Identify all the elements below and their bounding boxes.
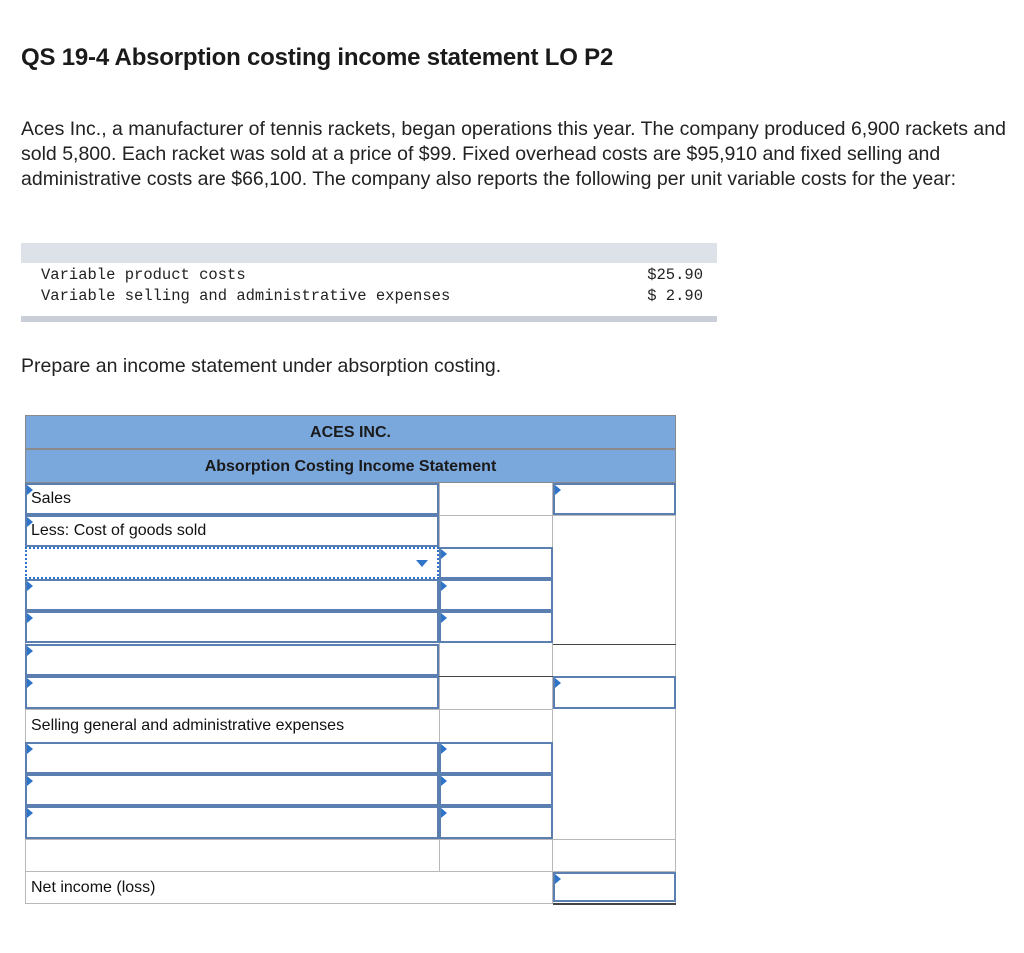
row-label: Variable product costs: [41, 266, 246, 284]
sales-label: Sales: [31, 490, 72, 507]
cogs-item-dropdown-3[interactable]: [25, 611, 439, 643]
cogs-item-dropdown-1[interactable]: [25, 547, 439, 579]
cogs-total-label-field[interactable]: [25, 644, 439, 676]
table-top-band: [21, 243, 717, 263]
sga-label: Selling general and administrative expenses: [31, 717, 345, 734]
cogs-label: Less: Cost of goods sold: [31, 522, 207, 539]
income-statement: [25, 415, 676, 904]
row-value: $25.90: [647, 266, 703, 284]
cogs-amount-input-1[interactable]: [439, 547, 553, 579]
grid-line: [439, 676, 553, 677]
input-marker-icon: [441, 613, 447, 623]
cogs-amount-input-3[interactable]: [439, 611, 553, 643]
input-marker-icon: [27, 613, 33, 623]
sga-amount-input-3[interactable]: [439, 806, 553, 839]
sga-item-dropdown-2[interactable]: [25, 774, 439, 806]
sga-amount-input-1[interactable]: [439, 742, 553, 774]
question-title: QS 19-4 Absorption costing income statement LO P2: [21, 44, 614, 71]
input-marker-icon: [555, 874, 561, 884]
row-label: Variable selling and administrative expenses: [41, 287, 451, 305]
sga-item-dropdown-1[interactable]: [25, 742, 439, 774]
input-marker-icon: [555, 485, 561, 495]
chevron-down-icon: [416, 560, 428, 567]
grid-line: [553, 644, 676, 645]
input-marker-icon: [441, 808, 447, 818]
input-marker-icon: [27, 517, 33, 527]
input-marker-icon: [27, 485, 33, 495]
input-marker-icon: [27, 678, 33, 688]
grid-line: [25, 839, 676, 840]
input-marker-icon: [441, 744, 447, 754]
sga-amount-input-2[interactable]: [439, 774, 553, 806]
statement-title: Absorption Costing Income Statement: [25, 449, 676, 483]
sales-amount-input[interactable]: [553, 483, 676, 515]
input-marker-icon: [441, 776, 447, 786]
input-marker-icon: [27, 646, 33, 656]
question-intro: Aces Inc., a manufacturer of tennis rackets, began operations this year. The company produced 6,900 rackets and sold 5,800. Each racket was sold at a price of $99. Fixed overhead costs are $95,910 and fixed selling and administrative costs are $66,100. The company also reports the following per unit variable costs for the year:: [21, 118, 1006, 190]
grid-line: [439, 709, 553, 710]
table-bottom-band: [21, 316, 717, 322]
net-income-amount-input[interactable]: [553, 872, 676, 902]
cogs-item-dropdown-2[interactable]: [25, 579, 439, 611]
input-marker-icon: [441, 581, 447, 591]
net-income-label: Net income (loss): [31, 879, 156, 896]
sga-item-dropdown-3[interactable]: [25, 806, 439, 839]
input-marker-icon: [27, 744, 33, 754]
variable-cost-table: [21, 243, 717, 322]
input-marker-icon: [27, 776, 33, 786]
row-value: $ 2.90: [647, 287, 703, 305]
sales-label-field[interactable]: [25, 483, 439, 515]
input-marker-icon: [27, 581, 33, 591]
question-prompt: Prepare an income statement under absorption costing.: [21, 355, 502, 377]
double-underline: [553, 903, 676, 905]
gross-profit-amount-input[interactable]: [553, 676, 676, 709]
gross-profit-label-field[interactable]: [25, 676, 439, 709]
input-marker-icon: [441, 549, 447, 559]
input-marker-icon: [555, 678, 561, 688]
input-marker-icon: [27, 808, 33, 818]
grid-line: [439, 515, 676, 516]
cogs-amount-input-2[interactable]: [439, 579, 553, 611]
company-name: ACES INC.: [25, 415, 676, 449]
